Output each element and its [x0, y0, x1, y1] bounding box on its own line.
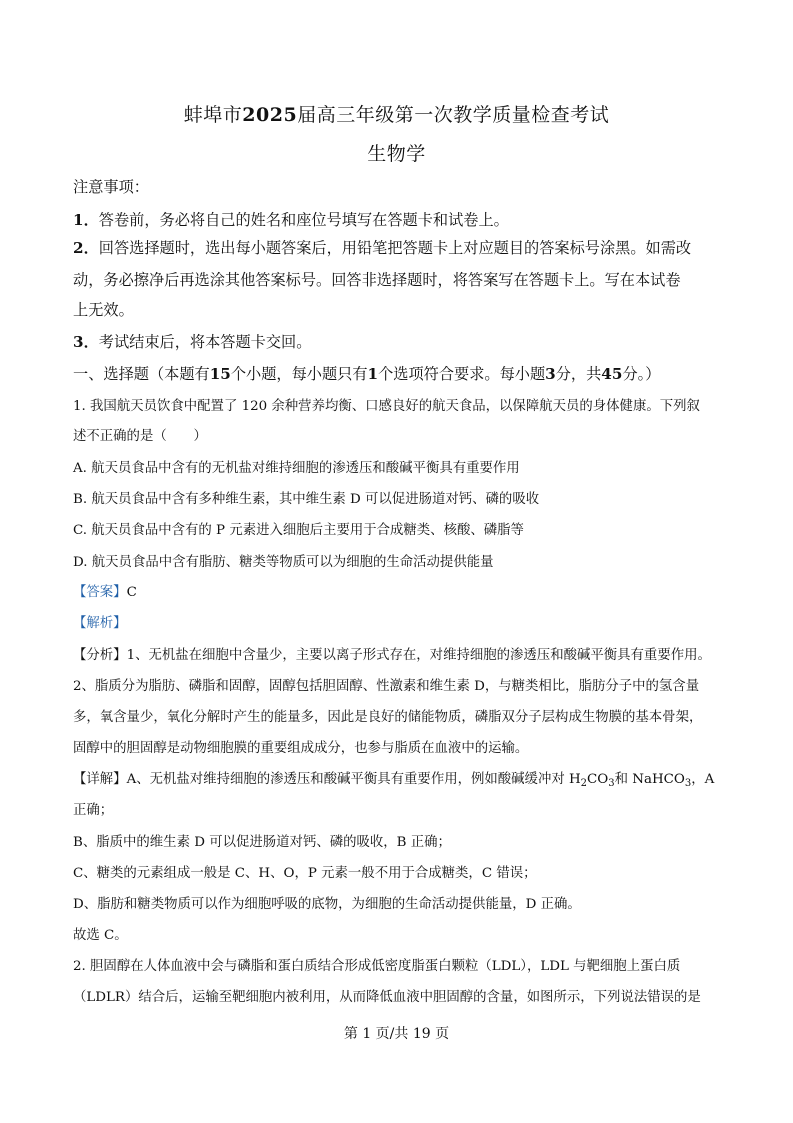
q2-stem-cont: （LDLR）结合后，运输至靶细胞内被利用，从而降低血液中胆固醇的含量，如图所示，下列说法错误的是	[73, 990, 701, 1005]
notice-item-1: 1．答卷前，务必将自己的姓名和座位号填写在答题卡和试卷上。	[73, 211, 509, 229]
q1-fenxi-cont: 多，氧含量少，氧化分解时产生的能量多，因此是良好的储能物质，磷脂双分子层构成生物膜的基本骨架，	[73, 710, 703, 725]
q1-detail-d: D、脂肪和糖类物质可以作为细胞呼吸的底物，为细胞的生命活动提供能量，D 正确。	[73, 897, 581, 912]
notice-item-2-cont: 上无效。	[73, 301, 134, 319]
q1-option-b: B. 航天员食品中含有多种维生素，其中维生素 D 可以促进肠道对钙、磷的吸收	[73, 492, 540, 507]
q1-detail-c: C、糖类的元素组成一般是 C、H、O，P 元素一般不用于合成糖类，C 错误；	[73, 866, 537, 881]
q2-stem: 2. 胆固醇在人体血液中会与磷脂和蛋白质结合形成低密度脂蛋白颗粒（LDL），LDL 与靶细胞上蛋白质	[73, 959, 681, 974]
notice-item-2: 2．回答选择题时，选出每小题答案后，用铅笔把答题卡上对应题目的答案标号涂黑。如需改	[73, 239, 692, 257]
detail-tag: 【详解】	[73, 772, 127, 787]
q1-option-a: A. 航天员食品中含有的无机盐对维持细胞的渗透压和酸碱平衡具有重要作用	[73, 461, 520, 476]
q1-analysis-tag: 【解析】	[73, 616, 127, 631]
q1-detail-b: B、脂质中的维生素 D 可以促进肠道对钙、磷的吸收，B 正确；	[73, 835, 451, 850]
subject-title: 生物学	[367, 143, 426, 165]
q1-option-c: C. 航天员食品中含有的 P 元素进入细胞后主要用于合成糖类、核酸、磷脂等	[73, 523, 524, 538]
fenxi-tag: 【分析】	[73, 648, 127, 663]
notice-item-2-cont: 动，务必擦净后再选涂其他答案标号。回答非选择题时，将答案写在答题卡上。写在本试卷	[73, 271, 681, 289]
q1-conclusion: 故选 C。	[73, 928, 128, 943]
exam-title: 蚌埠市2025届高三年级第一次教学质量检查考试	[183, 104, 610, 126]
page-footer: 第 1 页/共 19 页	[343, 1026, 450, 1042]
q1-stem: 1. 我国航天员饮食中配置了 120 余种营养均衡、口感良好的航天食品，以保障航天员的身体健康。下列叙	[73, 399, 700, 414]
answer-tag: 【答案】	[73, 585, 127, 600]
section-heading: 一、选择题（本题有15个小题，每小题只有1个选项符合要求。每小题3分，共45分。）	[73, 365, 661, 383]
q1-detail: 【详解】A、无机盐对维持细胞的渗透压和酸碱平衡具有重要作用，例如酸碱缓冲对 $H_2CO_3$和 NaHCO$_3$，A	[73, 772, 715, 789]
notice-item-3: 3．考试结束后，将本答题卡交回。	[73, 333, 312, 351]
q1-fenxi-cont: 2、脂质分为脂肪、磷脂和固醇，固醇包括胆固醇、性激素和维生素 D，与糖类相比，脂肪分子中的氢含量	[73, 679, 700, 694]
q1-fenxi-cont: 固醇中的胆固醇是动物细胞膜的重要组成成分，也参与脂质在血液中的运输。	[73, 741, 529, 756]
q1-stem-cont: 述不正确的是（ ）	[73, 429, 207, 444]
q1-answer: 【答案】C	[73, 585, 137, 600]
q1-option-d: D. 航天员食品中含有脂肪、糖类等物质可以为细胞的生命活动提供能量	[73, 555, 494, 570]
q1-detail-cont: 正确；	[73, 803, 114, 818]
q1-fenxi: 【分析】1、无机盐在细胞中含量少，主要以离子形式存在，对维持细胞的渗透压和酸碱平衡具有重要作用。	[73, 648, 711, 663]
title-year: 2025	[242, 104, 298, 126]
notice-heading: 注意事项：	[73, 178, 149, 196]
